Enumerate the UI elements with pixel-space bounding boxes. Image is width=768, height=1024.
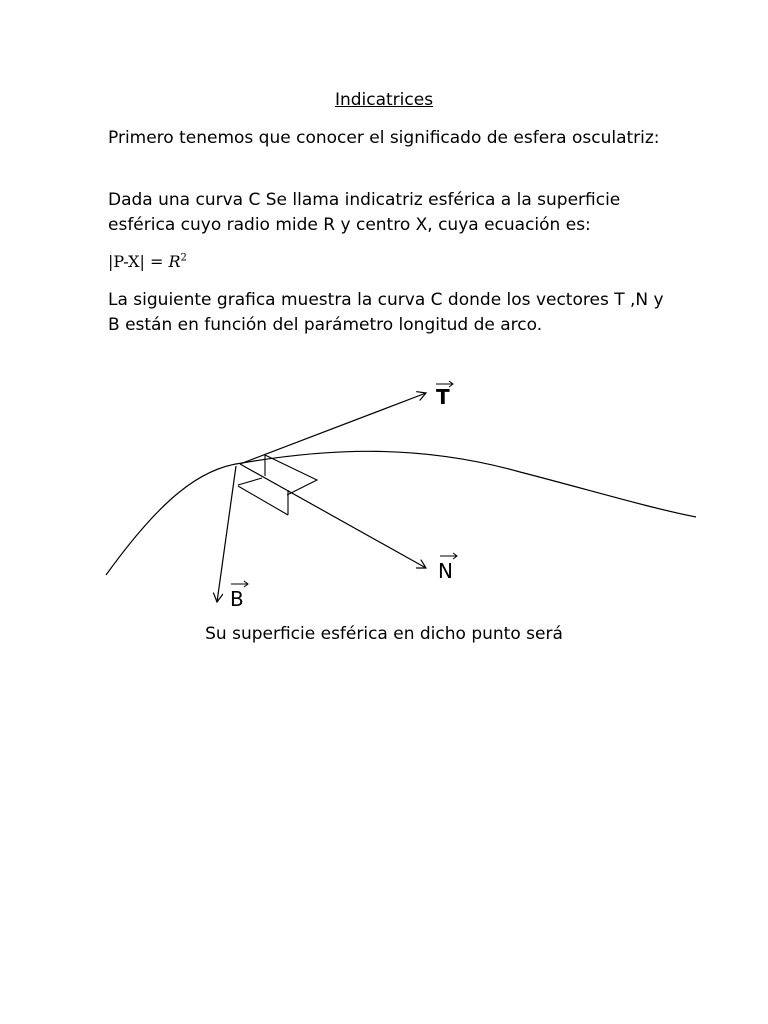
binormal-label-text: B	[230, 587, 244, 611]
normal-label-text: N	[438, 559, 453, 583]
normal-vector	[240, 464, 426, 568]
tangent-label-text: T	[436, 385, 450, 409]
binormal-label	[230, 581, 248, 611]
tangent-vector	[240, 393, 426, 464]
equation-lhs: |P-X| =	[108, 252, 169, 271]
intro-paragraph: Primero tenemos que conocer el significado de esfera osculatriz:	[108, 128, 660, 148]
normal-label	[438, 553, 457, 583]
equation-radius: R	[168, 252, 181, 271]
caption-text: Su superficie esférica en dicho punto será	[205, 624, 563, 644]
equation-exponent: 2	[180, 252, 187, 264]
graph-description-paragraph: La siguiente grafica muestra la curva C donde los vectores T ,N y B están en función del parámetro longitud de arco.	[108, 290, 664, 335]
document-title: Indicatrices	[334, 90, 434, 110]
curve-c	[106, 451, 696, 575]
tangent-label	[436, 381, 453, 409]
definition-paragraph: Dada una curva C Se llama indicatriz esférica a la superficie esférica cuyo radio mide R y centro X, cuya ecuación es:	[108, 190, 621, 235]
frenet-frame-diagram	[0, 360, 768, 620]
binormal-vector	[217, 466, 236, 602]
sphere-equation	[108, 252, 187, 271]
